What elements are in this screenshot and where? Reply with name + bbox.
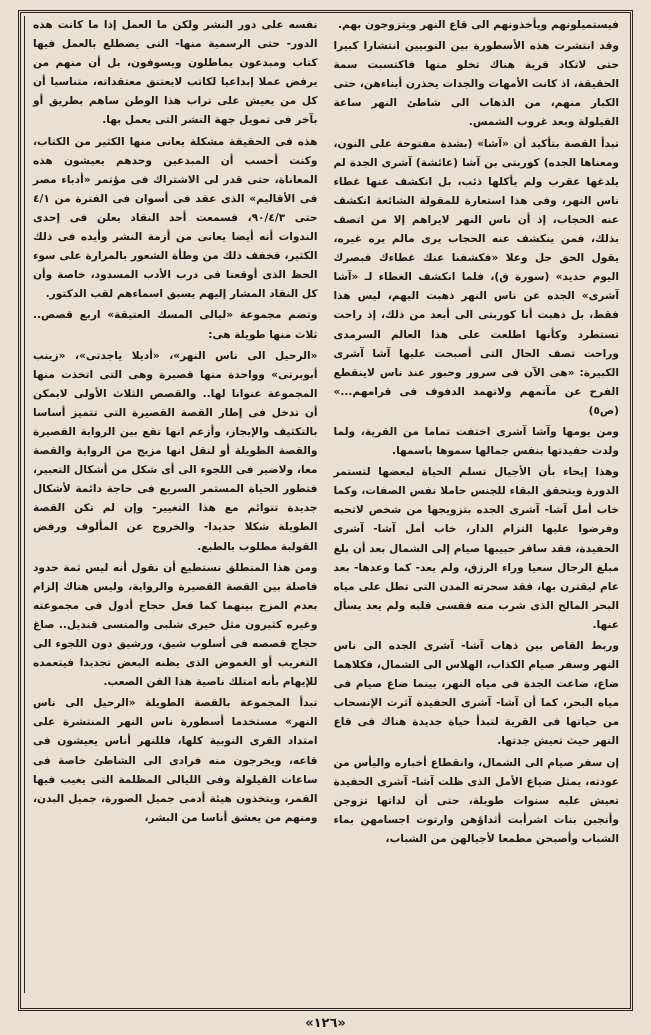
- paragraph: فيستميلونهم ويأخذونهم الى قاع النهر ويتزوجون بهم.: [337, 19, 619, 31]
- paragraph: وهذا إيحاء بأن الأجيال تسلم الحياة لبعضها لتستمر الدورة ويتحقق البقاء للجنس حاملا نفس الصفات، وكما خاب أمل آشا- آشرى الجده بتزويجها من شخص لاتحبه وفرضوا عليها التزام الدار، خاب أمل آشا- آشرى الحفيدة، فقد سافر حبيبها صيام إلى الشمال بعد أن بلغ مبلغ الرجال سعيا وراء الرزق، ولم يعد- كما وعدها- بعد عام ليقترن بها، فقد سحرته المدن التى تطل على مياه البحر المالح الذى شرب منه فقسى قلبه ولم يعد يسأل عنها.: [333, 466, 619, 631]
- paragraph: وتضم مجموعة «ليالى المسك العتيقة» اربع قصص.. ثلاث منها طويلة هى:: [33, 309, 318, 341]
- paragraph: تبدأ المجموعة بالقصة الطويلة «الرحيل الى ناس النهر» مستخدما أسطورة ناس النهر المنتشرة على امتداد القرى النوبية كلها، فللنهر أناس يعيشون فى قاعه، ويخرجون منه فرادى الى الشاطئ خاصة فى ساعات القيلولة وفى الليالى المظلمة التى يغيب فيها القمر، ويتخذون هيئة أدمى جميل الصورة، جميل البدن، ومنهم من يعشق أناسا من البشر،: [33, 697, 318, 824]
- paragraph: وقد انتشرت هذه الأسطورة بين النوبيين انتشارا كبيرا حتى لاتكاد قرية هناك تخلو منها فاكتسبت سمة الحقيقة، اذ كانت الأمهات والجدات يحذرن أبناءهن، حتى الكبار منهم، من الذهاب الى شاطئ النهر ساعة القيلولة وبعد غروب الشمس.: [333, 40, 619, 129]
- text-columns: [24, 16, 627, 993]
- paragraph: إن سفر صيام الى الشمال، وانقطاع أخباره واليأس من عودته، يمثل ضياع الأمل الذى ظلت آشا- آشرى الحفيدة تعيش عليه سنوات طويلة، حتى أن لداتها تزوجن وأنجبن بنات اشرأبت أثداؤهن وارتوت اجسامهن بماء الشباب وأصبحن مطمعا لأجيالهن من الشباب،: [333, 756, 619, 845]
- paragraph: وربط القاص بين ذهاب آشا- آشرى الجده الى ناس النهر وسفر صيام الكذاب، الهلاس الى الشمال، فكلاهما ضاع، ضاعت الجدة فى مياه النهر، بينما ضاع صيام فى مياه البحر، كما أن آشا- آشرى الحفيدة آثرت الإنسحاب من حياتها فى القرية لتبدأ حياة جديدة هناك فى قاع النهر حيث تعيش جدتها.: [333, 640, 619, 748]
- left-column: [326, 16, 628, 993]
- paragraph: ومن هذا المنطلق نستطيع أن نقول أنه ليس ثمة حدود فاصلة بين القصة القصيرة والرواية، وليس هناك إلزام بعدم المزج بينهما كما فعل حجاج أدول فى مجموعته وغيره كثيرون مثل خيرى شلبى والمنسى قنديل.. صاغ حجاج قصصه فى أسلوب شيق، ورشيق دون اللجوء الى التغريب أو الغموض الذى يظنه البعض تجديدا فيتعمده للإيهام بأنه امتلك ناصية هذا الفن الصعب.: [33, 561, 318, 689]
- paragraph: ومن يومها وآشا آشرى اختفت تماما من القرية، ولما ولدت حفيدتها بنفس جمالها سموها باسمها.: [333, 425, 619, 458]
- paragraph: «الرحيل الى ناس النهر»، «أديلا ياجدتى»، «زينب أبوبرتى» وواحدة منها قصيرة وهى التى اتخذت منها المجموعة عنوانا لها.. والقصص الثلاث الأولى لايمكن أن تدخل فى إطار القصة القصيرة التى تتميز أساسا بالتكثيف والإيجاز، وأزعم انها تقع بين الرواية القصيرة والقصة الطويلة أو لنقل انها مزيج من الرواية والقصة معا، ولاضير فى اللجوء الى أى شكل من أشكال التعبير، فتطور الحياة المستمر السريع فى حاجة دائمة لأشكال جديدة تتوائم مع هذا التغيير- وإن لم تكن القصة الطويلة شكلا جديدا- والخروج عن المألوف ورفض القولبة مطلوب بالطبع.: [33, 349, 318, 553]
- paragraph: تبدأ القصة بتأكيد أن «آشا» (بشدة مفتوحة على النون، ومعناها الجده) كوربتى بن آشا (عائشة) آشرى الجدة لم يلدغها عقرب ولم يأكلها ذئب، بل انكشف عنها غطاء ناس النهر، وفى هذا استعارة للمقولة الشائعة انكشف عنه الحجاب، إذ أن ناس النهر لايراهم إلا من اتصف بذلك، فمن ينكشف عنه الحجاب يرى مالم يره غيره، يقول الحق جل وعلا «فكشفنا عنك غطاءك فبصرك اليوم حديد» (سورة ق)، فلما انكشف الغطاء لـ «آشا آشرى» الجده عن ناس النهر ذهبت اليهم، ليس هذا فقط، بل ذهبت أنا كوربتى الى أبعد من ذلك، إذ راحت تستطرد وكأنها اطلعت على هذا العالم السرمدى وراحت تصف الحال التى أصبحت عليها آشا آشرى الكبيرة: «هى الآن فى سرور وحبور عند ناس لاينقطع الفرح عن مآتمهم ولاتهمد الدفوف فى قرامهم...» (ص٥): [333, 137, 619, 417]
- page-number: «١٢٦»: [305, 1016, 346, 1031]
- right-column: [24, 16, 326, 993]
- paragraph: نفسه على دور النشر ولكن ما العمل إذا ما كانت هذه الدور- حتى الرسمية منها- التى يضطلع بالعمل فيها كتاب ومبدعون يماطلون ويسوفون، بل أن منهم من يرفض عملا إبداعيا لكاتب لايعتنق معتقداته، متناسيا أن كل من يعيش على تراب هذا الوطن ساهم بطريق أو بآخر فى تمويل جهة النشر التى يعمل بها.: [33, 19, 318, 127]
- paragraph: هذه فى الحقيقة مشكلة يعانى منها الكثير من الكتاب، وكنت أحسب أن المبدعين وحدهم يعيشون هذه المعاناة، حتى قدر لى الاشتراك فى مؤتمر «أدباء مصر فى الأقاليم» الذى عقد فى أسوان فى الفترة من ٤/١ حتى ٩٠/٤/٣، فسمعت أحد النقاد يعلن فى إحدى الندوات أنه أيضا يعانى من أزمة النشر وأيده فى ذلك الكثير، فخفف ذلك من وطأة الشعور بالمرارة على سوء الحظ الذى أوقعنا فى درب الأدب المسدود، خاصة وأن كل النقاد المشار إليهم يسبق اسماءهم لقب الدكتور.: [33, 135, 318, 301]
